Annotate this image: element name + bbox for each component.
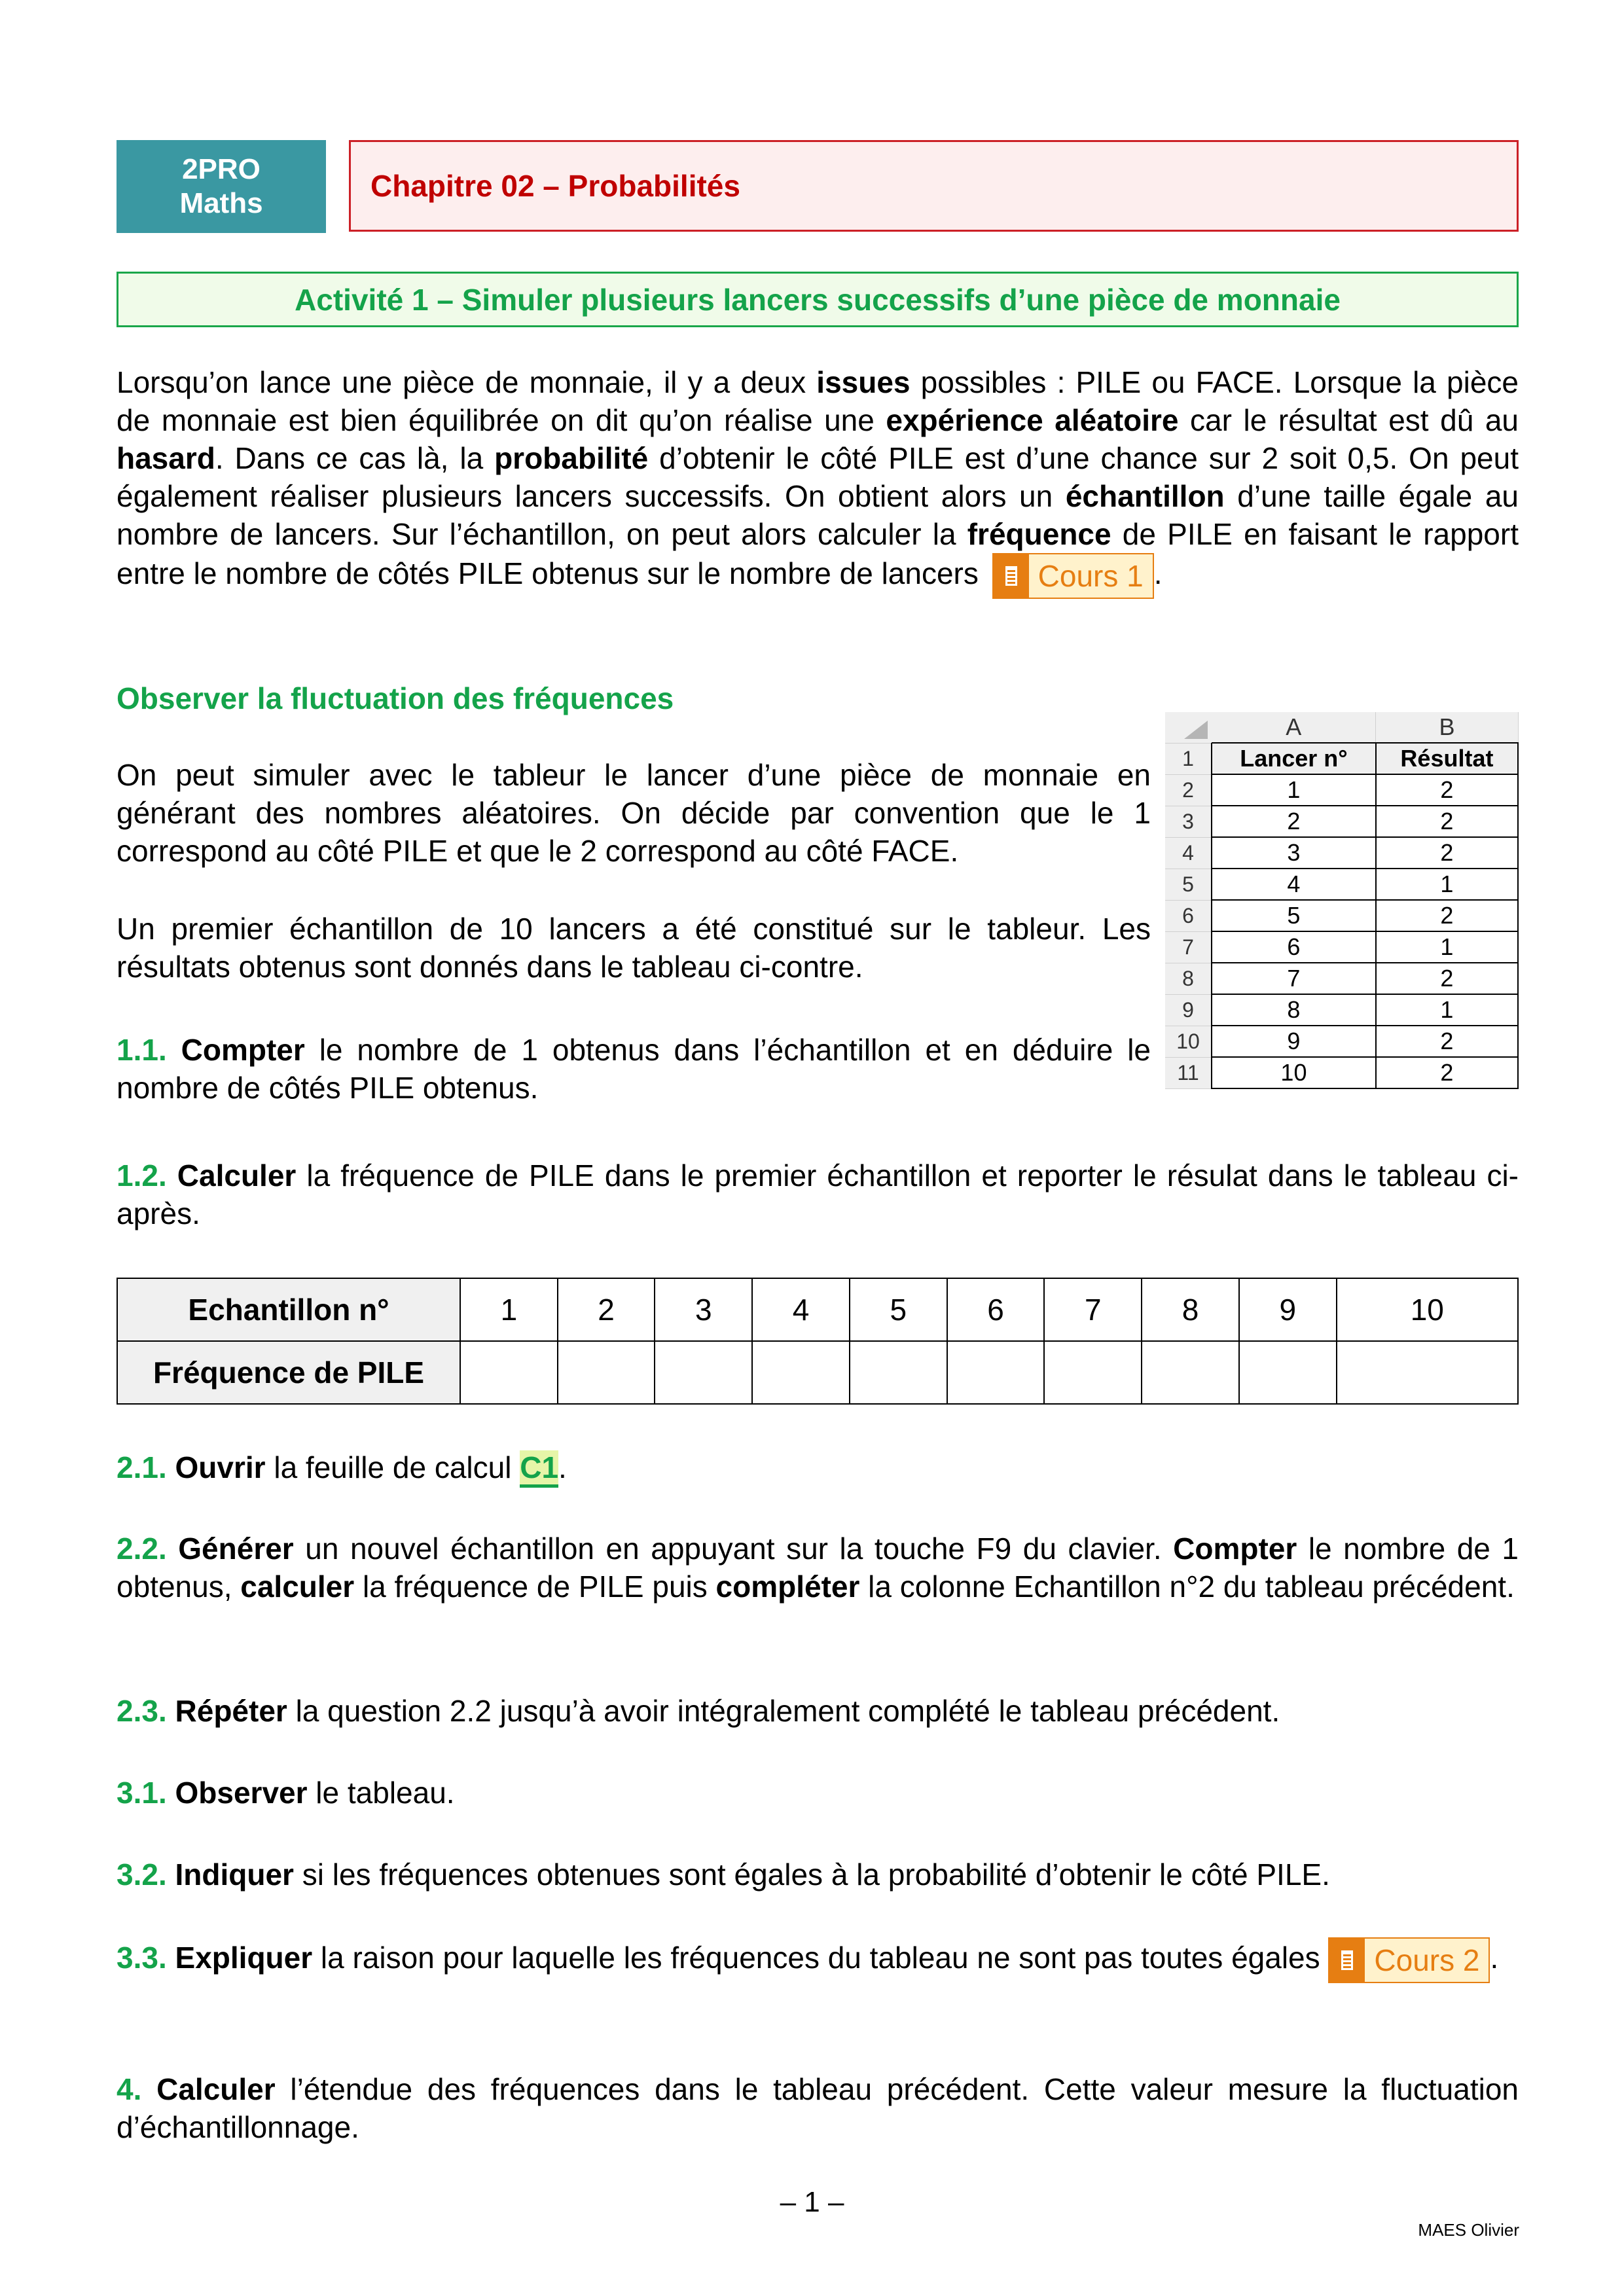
document-icon [994, 554, 1029, 598]
sheet-row [1165, 837, 1518, 869]
sample-number: 6 [947, 1278, 1045, 1341]
class-subject: Maths [179, 187, 263, 219]
row-header: 9 [1165, 994, 1212, 1026]
question-verb: Calculer [177, 1158, 297, 1193]
sample-number: 3 [655, 1278, 752, 1341]
cell: 10 [1212, 1057, 1376, 1088]
question-4 [117, 2070, 1519, 2146]
question-1-1 [117, 1031, 1151, 1107]
text: car le résultat est dû au [1178, 403, 1519, 437]
cell: 2 [1376, 1057, 1518, 1088]
question-number: 2.3. [117, 1694, 167, 1728]
sample-number: 2 [558, 1278, 655, 1341]
frequency-cell[interactable] [558, 1341, 655, 1404]
cell: 2 [1376, 837, 1518, 869]
keyword: probabilité [494, 441, 649, 475]
frequency-cell[interactable] [655, 1341, 752, 1404]
cell: 8 [1212, 994, 1376, 1026]
text: le nombre de 1 obtenus, [117, 1532, 1519, 1604]
cell: 3 [1212, 837, 1376, 869]
row-header: 1 [1165, 743, 1212, 774]
question-text: la feuille de calcul [265, 1450, 520, 1484]
select-all-corner [1165, 712, 1212, 743]
row-header: 8 [1165, 963, 1212, 994]
cell: 9 [1212, 1026, 1376, 1057]
cell: 2 [1376, 1026, 1518, 1057]
text: d’une taille égale au nombre de lancers. Sur l’échantillon, on peut alors calculer la [117, 479, 1519, 551]
column-header-a: A [1212, 712, 1376, 743]
row-header: 7 [1165, 931, 1212, 963]
chapter-title [349, 140, 1519, 232]
question-verb: Ouvrir [175, 1450, 266, 1484]
intro-paragraph [117, 363, 1519, 599]
row-header: 2 [1165, 774, 1212, 806]
question-verb: Répéter [175, 1694, 287, 1728]
page-number: – 1 – [780, 2186, 844, 2218]
question-verb: compléter [715, 1570, 860, 1604]
text: d’obtenir le côté PILE est d’une chance sur 2 soit 0,5. On peut également réaliser plusieurs lancers successifs. On obtient alors un [117, 441, 1519, 513]
question-text: le tableau. [307, 1776, 455, 1810]
row-label: Echantillon n° [117, 1278, 460, 1341]
question-verb: Compter [1173, 1532, 1297, 1566]
question-2-3 [117, 1692, 1519, 1730]
row-label: Fréquence de PILE [117, 1341, 460, 1404]
activity-title-text: Activité 1 – Simuler plusieurs lancers successifs d’une pièce de monnaie [295, 282, 1341, 317]
question-number: 2.1. [117, 1450, 167, 1484]
cours-1-link[interactable] [992, 553, 1154, 599]
frequency-cell[interactable] [947, 1341, 1045, 1404]
question-verb: Observer [175, 1776, 308, 1810]
frequency-cell[interactable] [850, 1341, 947, 1404]
frequency-cell[interactable] [460, 1341, 558, 1404]
keyword: fréquence [967, 517, 1111, 551]
question-text: la question 2.2 jusqu’à avoir intégralement complété le tableau précédent. [287, 1694, 1280, 1728]
question-number: 3.2. [117, 1857, 167, 1892]
question-text: l’étendue des fréquences dans le tableau précédent. Cette valeur mesure la fluctuation d’échantillonnage. [117, 2072, 1519, 2144]
sheet-row [1165, 743, 1518, 774]
question-3-3 [117, 1937, 1519, 1983]
sample-number: 9 [1239, 1278, 1337, 1341]
sample-number-row [117, 1278, 1518, 1341]
text: . [558, 1450, 567, 1484]
question-verb: calculer [240, 1570, 355, 1604]
cell: 5 [1212, 900, 1376, 931]
sheet-column-header-row [1165, 712, 1518, 743]
cours-2-link[interactable] [1328, 1937, 1490, 1983]
sheet-row [1165, 1057, 1518, 1088]
cours-2-label: Cours 2 [1374, 1943, 1480, 1977]
question-verb: Indiquer [175, 1857, 294, 1892]
cell: 6 [1212, 931, 1376, 963]
keyword: expérience aléatoire [886, 403, 1179, 437]
keyword: issues [816, 365, 911, 399]
sample-number: 4 [752, 1278, 850, 1341]
cell: 1 [1376, 869, 1518, 900]
spreadsheet-excerpt [1165, 712, 1519, 1089]
row-header: 5 [1165, 869, 1212, 900]
row-header: 11 [1165, 1057, 1212, 1088]
cell: 2 [1376, 963, 1518, 994]
cell: Lancer n° [1212, 743, 1376, 774]
cell: 2 [1212, 806, 1376, 837]
frequency-cell[interactable] [1142, 1341, 1239, 1404]
question-number: 2.2. [117, 1532, 167, 1566]
section-title: Observer la fluctuation des fréquences [117, 681, 674, 715]
document-icon [1329, 1939, 1365, 1982]
sheet-row [1165, 806, 1518, 837]
question-text: le nombre de 1 obtenus dans l’échantillon et en déduire le nombre de côtés PILE obtenus. [117, 1033, 1151, 1105]
keyword: échantillon [1065, 479, 1225, 513]
frequency-row [117, 1341, 1518, 1404]
keyword: hasard [117, 441, 215, 475]
row-header: 3 [1165, 806, 1212, 837]
question-3-1 [117, 1774, 1519, 1812]
cell: 4 [1212, 869, 1376, 900]
cell: 1 [1376, 994, 1518, 1026]
question-number: 3.3. [117, 1941, 167, 1975]
cell: 2 [1376, 774, 1518, 806]
sample-paragraph: Un premier échantillon de 10 lancers a été constitué sur le tableur. Les résultats obtenus sont donnés dans le tableau ci-contre. [117, 912, 1151, 984]
question-text: si les fréquences obtenues sont égales à la probabilité d’obtenir le côté PILE. [293, 1857, 1330, 1892]
cours-1-label: Cours 1 [1038, 559, 1144, 593]
sheet-row [1165, 869, 1518, 900]
row-header: 10 [1165, 1026, 1212, 1057]
cell: 2 [1376, 900, 1518, 931]
question-number: 4. [117, 2072, 142, 2106]
row-header: 4 [1165, 837, 1212, 869]
sample-number: 8 [1142, 1278, 1239, 1341]
question-verb: Calculer [156, 2072, 276, 2106]
question-text: la fréquence de PILE dans le premier échantillon et reporter le résulat dans le tableau ci-après. [117, 1158, 1519, 1230]
text: Lorsqu’on lance une pièce de monnaie, il y a deux [117, 365, 817, 399]
cell: 2 [1376, 806, 1518, 837]
column-header-b: B [1376, 712, 1518, 743]
sample-number: 10 [1337, 1278, 1518, 1341]
text: la fréquence de PILE puis [354, 1570, 716, 1604]
question-verb: Générer [178, 1532, 294, 1566]
sample-number: 5 [850, 1278, 947, 1341]
question-2-1 [117, 1448, 1519, 1486]
sheet-row [1165, 900, 1518, 931]
cell: 1 [1212, 774, 1376, 806]
cell: 7 [1212, 963, 1376, 994]
sheet-row [1165, 963, 1518, 994]
frequency-cell[interactable] [1044, 1341, 1142, 1404]
frequency-table [117, 1278, 1519, 1405]
cell: Résultat [1376, 743, 1518, 774]
author: MAES Olivier [1418, 2220, 1519, 2240]
text: de PILE en faisant le rapport entre le nombre de côtés PILE obtenus sur le nombre de lancers [117, 517, 1519, 591]
question-verb: Expliquer [175, 1941, 313, 1975]
frequency-cell[interactable] [1239, 1341, 1337, 1404]
sheet-row [1165, 1026, 1518, 1057]
question-number: 3.1. [117, 1776, 167, 1810]
frequency-cell[interactable] [752, 1341, 850, 1404]
activity-title [117, 272, 1519, 327]
simulate-paragraph: On peut simuler avec le tableur le lancer d’une pièce de monnaie en générant des nombres aléatoires. On décide par convention que le 1 correspond au côté PILE et que le 2 correspond au côté FACE. [117, 758, 1151, 868]
sheet-row [1165, 931, 1518, 963]
text: . [1490, 1941, 1499, 1975]
sheet-row [1165, 774, 1518, 806]
class-level: 2PRO [182, 153, 261, 185]
text: . Dans ce cas là, la [215, 441, 495, 475]
chapter-title-text: Chapitre 02 – Probabilités [370, 169, 740, 203]
question-1-2 [117, 1157, 1519, 1232]
sample-number: 1 [460, 1278, 558, 1341]
question-3-2 [117, 1856, 1519, 1893]
class-badge [117, 140, 326, 233]
question-2-2 [117, 1530, 1519, 1605]
question-number: 1.1. [117, 1033, 167, 1067]
text: un nouvel échantillon en appuyant sur la touche F9 du clavier. [293, 1532, 1174, 1566]
sample-number: 7 [1044, 1278, 1142, 1341]
text: la colonne Echantillon n°2 du tableau précédent. [859, 1570, 1515, 1604]
spreadsheet-c1-link[interactable]: C1 [520, 1450, 558, 1488]
row-header: 6 [1165, 900, 1212, 931]
frequency-cell[interactable] [1337, 1341, 1518, 1404]
question-number: 1.2. [117, 1158, 167, 1193]
text: . [1153, 556, 1163, 591]
question-text: la raison pour laquelle les fréquences du tableau ne sont pas toutes égales [312, 1941, 1320, 1975]
cell: 1 [1376, 931, 1518, 963]
sheet-row [1165, 994, 1518, 1026]
text: possibles : PILE ou FACE. Lorsque la pièce de monnaie est bien équilibrée on dit qu’on réalise une [117, 365, 1519, 437]
question-verb: Compter [181, 1033, 305, 1067]
